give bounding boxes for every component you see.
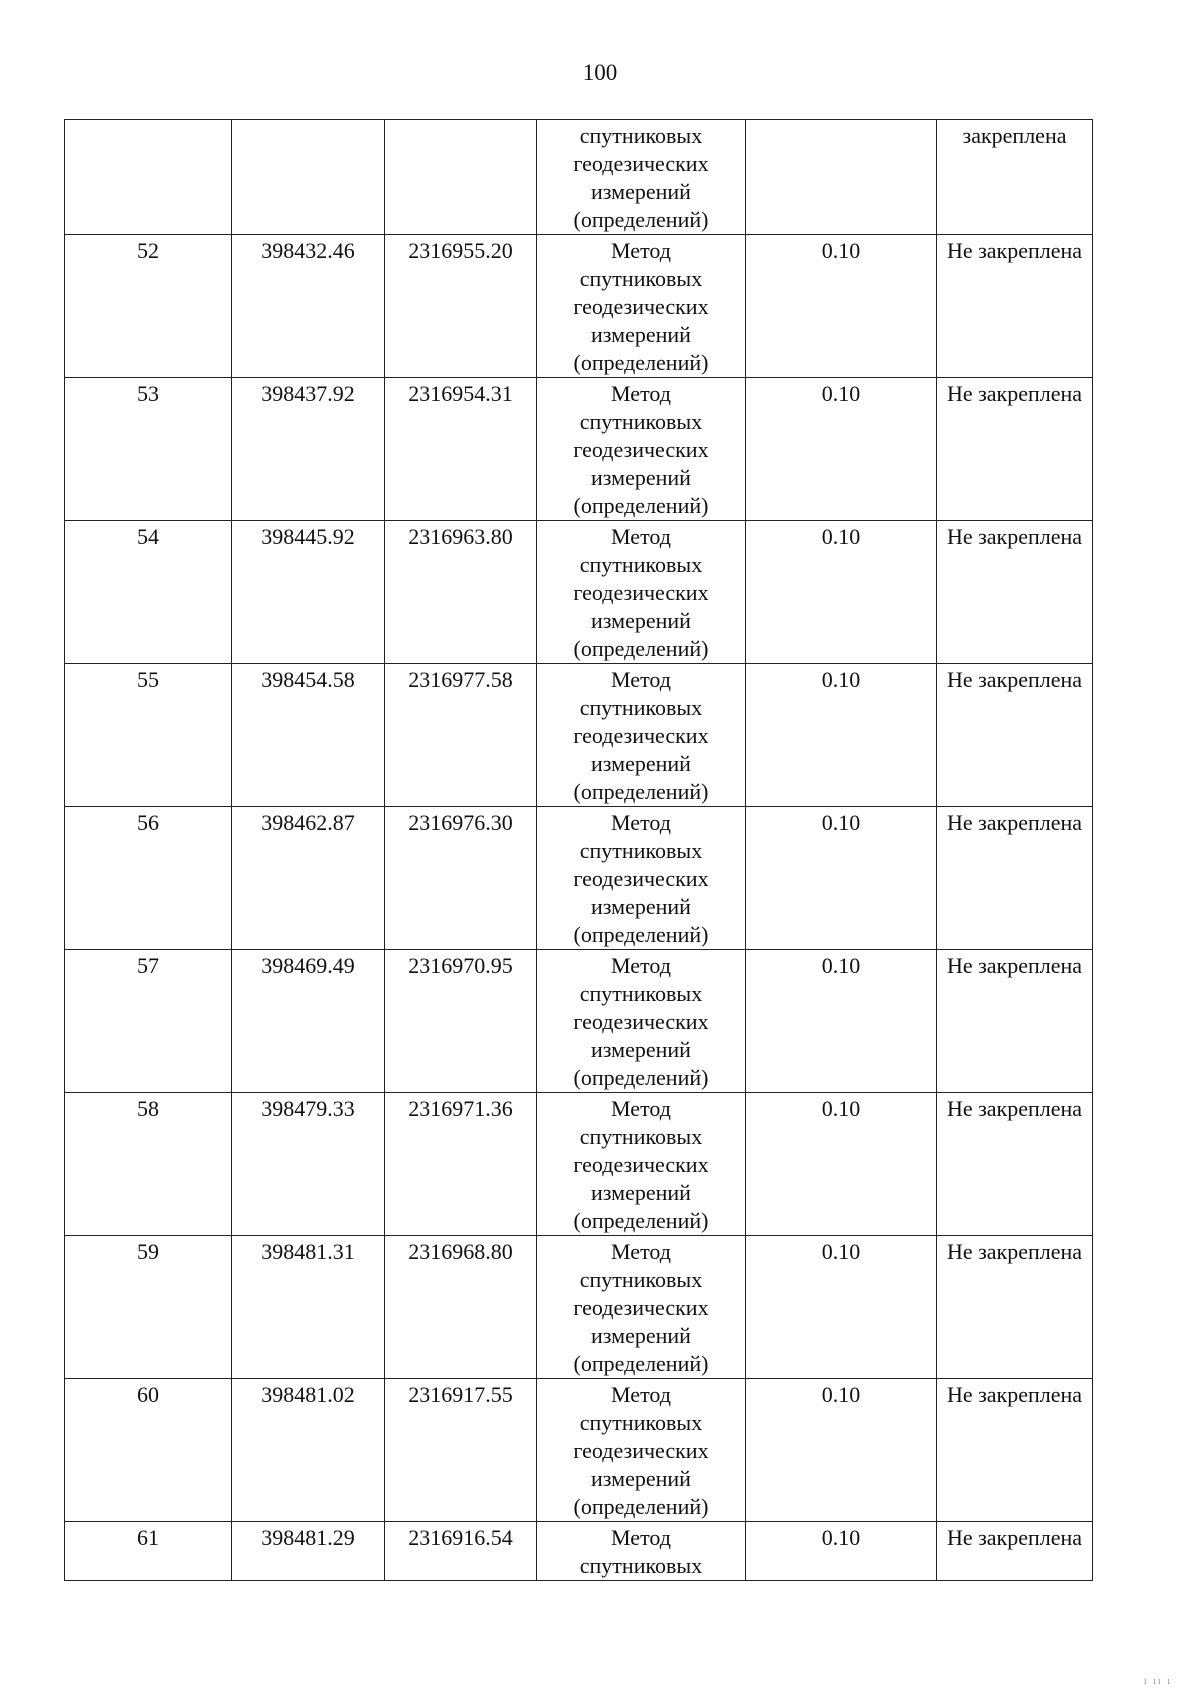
cell-method — [537, 1522, 746, 1581]
table-row — [65, 664, 1093, 807]
method-line: геодезических — [573, 1152, 709, 1177]
method-line: спутниковых — [579, 1124, 703, 1149]
method-line: измерений — [591, 1037, 691, 1062]
coordinates-table — [64, 119, 1093, 1581]
method-line: измерений — [591, 465, 691, 490]
cell-accuracy: 0.10 — [746, 664, 937, 807]
method-line: спутниковых — [579, 1410, 703, 1435]
cell-status: Не закреплена — [937, 1379, 1093, 1522]
method-line: измерений — [591, 751, 691, 776]
cell-x-coordinate: 398445.92 — [232, 521, 385, 664]
method-line: Метод — [611, 810, 671, 835]
method-line: (определений) — [573, 207, 709, 232]
cell-accuracy: 0.10 — [746, 378, 937, 521]
cell-status: Не закреплена — [937, 521, 1093, 664]
page-number: 100 — [582, 60, 618, 85]
method-line: спутниковых — [579, 552, 703, 577]
method-line: геодезических — [573, 151, 709, 176]
scan-mark: ı ıı ı — [1143, 1676, 1172, 1687]
cell-accuracy: 0.10 — [746, 1236, 937, 1379]
cell-x-coordinate — [232, 120, 385, 235]
cell-y-coordinate: 2316968.80 — [385, 1236, 537, 1379]
method-line: (определений) — [573, 1494, 709, 1519]
method-line: (определений) — [573, 1208, 709, 1233]
cell-point-number: 59 — [65, 1236, 232, 1379]
cell-method — [537, 807, 746, 950]
cell-accuracy — [746, 120, 937, 235]
method-line: измерений — [591, 608, 691, 633]
cell-method — [537, 950, 746, 1093]
method-line: (определений) — [573, 350, 709, 375]
cell-method — [537, 120, 746, 235]
cell-status: Не закреплена — [937, 664, 1093, 807]
cell-x-coordinate: 398481.02 — [232, 1379, 385, 1522]
cell-x-coordinate: 398469.49 — [232, 950, 385, 1093]
method-line: геодезических — [573, 1009, 709, 1034]
cell-x-coordinate: 398479.33 — [232, 1093, 385, 1236]
method-line: спутниковых — [579, 695, 703, 720]
method-line: спутниковых — [579, 266, 703, 291]
cell-x-coordinate: 398462.87 — [232, 807, 385, 950]
cell-point-number: 55 — [65, 664, 232, 807]
method-line: (определений) — [573, 493, 709, 518]
cell-status: Не закреплена — [937, 1236, 1093, 1379]
cell-x-coordinate: 398481.29 — [232, 1522, 385, 1581]
cell-method — [537, 521, 746, 664]
table-row — [65, 378, 1093, 521]
cell-method — [537, 1236, 746, 1379]
method-line: спутниковых — [579, 838, 703, 863]
cell-point-number: 57 — [65, 950, 232, 1093]
table-row — [65, 521, 1093, 664]
method-line: (определений) — [573, 779, 709, 804]
cell-point-number: 53 — [65, 378, 232, 521]
method-line: спутниковых — [579, 123, 703, 148]
cell-method — [537, 235, 746, 378]
cell-accuracy: 0.10 — [746, 1522, 937, 1581]
method-line: спутниковых — [579, 1267, 703, 1292]
method-line: (определений) — [573, 1351, 709, 1376]
method-line: (определений) — [573, 1065, 709, 1090]
cell-y-coordinate: 2316977.58 — [385, 664, 537, 807]
cell-y-coordinate: 2316916.54 — [385, 1522, 537, 1581]
method-line: геодезических — [573, 723, 709, 748]
cell-y-coordinate — [385, 120, 537, 235]
method-line: Метод — [611, 1382, 671, 1407]
method-line: геодезических — [573, 866, 709, 891]
method-line: измерений — [591, 1180, 691, 1205]
cell-y-coordinate: 2316954.31 — [385, 378, 537, 521]
cell-method — [537, 1093, 746, 1236]
method-line: Метод — [611, 953, 671, 978]
method-line: геодезических — [573, 437, 709, 462]
method-line: Метод — [611, 1525, 671, 1550]
method-line: измерений — [591, 322, 691, 347]
cell-accuracy: 0.10 — [746, 1379, 937, 1522]
cell-x-coordinate: 398481.31 — [232, 1236, 385, 1379]
cell-y-coordinate: 2316963.80 — [385, 521, 537, 664]
cell-status: Не закреплена — [937, 1522, 1093, 1581]
cell-status: Не закреплена — [937, 378, 1093, 521]
cell-status: Не закреплена — [937, 1093, 1093, 1236]
cell-point-number: 60 — [65, 1379, 232, 1522]
cell-method — [537, 664, 746, 807]
table-row — [65, 950, 1093, 1093]
cell-accuracy: 0.10 — [746, 235, 937, 378]
table-row — [65, 1379, 1093, 1522]
cell-accuracy: 0.10 — [746, 807, 937, 950]
method-line: измерений — [591, 179, 691, 204]
method-line: геодезических — [573, 580, 709, 605]
cell-x-coordinate: 398437.92 — [232, 378, 385, 521]
method-line: Метод — [611, 667, 671, 692]
table-row-continuation — [65, 120, 1093, 235]
method-line: геодезических — [573, 1438, 709, 1463]
cell-point-number: 52 — [65, 235, 232, 378]
cell-y-coordinate: 2316976.30 — [385, 807, 537, 950]
method-line: измерений — [591, 894, 691, 919]
method-line: Метод — [611, 524, 671, 549]
table-row — [65, 1522, 1093, 1581]
cell-y-coordinate: 2316970.95 — [385, 950, 537, 1093]
method-line: Метод — [611, 1239, 671, 1264]
cell-y-coordinate: 2316955.20 — [385, 235, 537, 378]
method-line: измерений — [591, 1466, 691, 1491]
cell-x-coordinate: 398432.46 — [232, 235, 385, 378]
method-line: Метод — [611, 381, 671, 406]
table-row — [65, 1236, 1093, 1379]
table-row — [65, 1093, 1093, 1236]
cell-y-coordinate: 2316971.36 — [385, 1093, 537, 1236]
method-line: (определений) — [573, 922, 709, 947]
cell-point-number — [65, 120, 232, 235]
table-row — [65, 807, 1093, 950]
method-line: Метод — [611, 238, 671, 263]
method-line: спутниковых — [579, 409, 703, 434]
cell-x-coordinate: 398454.58 — [232, 664, 385, 807]
cell-y-coordinate: 2316917.55 — [385, 1379, 537, 1522]
cell-point-number: 54 — [65, 521, 232, 664]
cell-status: Не закреплена — [937, 807, 1093, 950]
method-line: измерений — [591, 1323, 691, 1348]
cell-point-number: 61 — [65, 1522, 232, 1581]
table-body — [65, 120, 1093, 1581]
method-line: спутниковых — [579, 1553, 703, 1578]
method-line: (определений) — [573, 636, 709, 661]
cell-status: Не закреплена — [937, 950, 1093, 1093]
cell-point-number: 56 — [65, 807, 232, 950]
method-line: Метод — [611, 1096, 671, 1121]
cell-point-number: 58 — [65, 1093, 232, 1236]
table-row — [65, 235, 1093, 378]
cell-method — [537, 378, 746, 521]
cell-accuracy: 0.10 — [746, 1093, 937, 1236]
cell-status: Не закреплена — [937, 235, 1093, 378]
method-line: спутниковых — [579, 981, 703, 1006]
cell-method — [537, 1379, 746, 1522]
cell-status: закреплена — [937, 120, 1093, 235]
cell-accuracy: 0.10 — [746, 521, 937, 664]
cell-accuracy: 0.10 — [746, 950, 937, 1093]
method-line: геодезических — [573, 1295, 709, 1320]
method-line: геодезических — [573, 294, 709, 319]
